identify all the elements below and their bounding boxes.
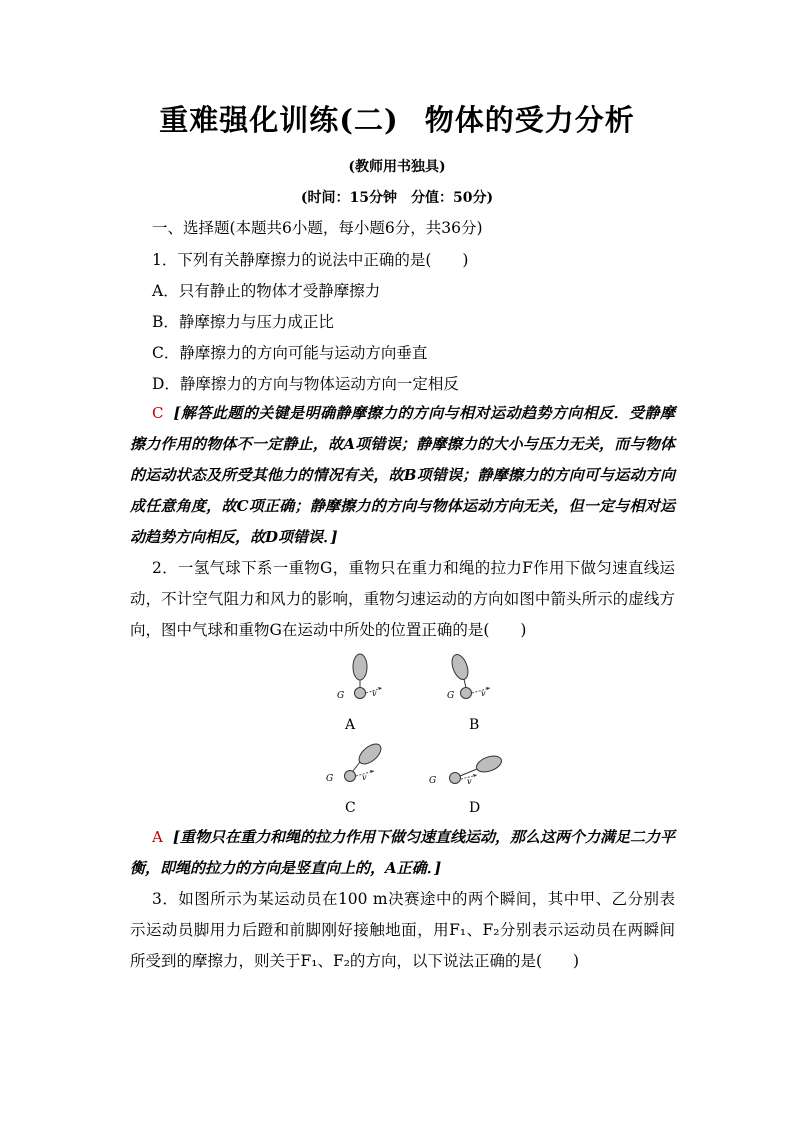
- q1-stem: 1．下列有关静摩擦力的说法中正确的是( ): [152, 251, 469, 269]
- weight-c: [345, 771, 356, 782]
- title-part1: 重难强化训练(二): [159, 103, 399, 137]
- q1-answer-text: [解答此题的关键是明确静摩擦力的方向与相对运动趋势方向相反．受静摩擦力作用的物体不一定静止，故A项错误；静摩擦力的大小与压力无关，而与物体的运动状态及所受其他力的情况有关，故B项错误；静摩擦力的方向可与运动方向成任意角度，故C项正确；静摩擦力的方向与物体运动方向无关，但一定与相对运动趋势方向相反，故D项错误．]: [130, 404, 675, 546]
- arrow-head-a: [378, 687, 382, 690]
- label-g-c: G: [326, 774, 334, 784]
- weight-a: [355, 688, 366, 699]
- section-heading: 一、选择题(本题共6小题，每小题6分，共36分): [152, 219, 483, 237]
- figure-a: [330, 650, 390, 708]
- figure-c: [320, 740, 392, 790]
- rope-b: [464, 679, 466, 688]
- q1-option-a: A．只有静止的物体才受静摩擦力: [152, 282, 381, 300]
- q1-option-c: C．静摩擦力的方向可能与运动方向垂直: [152, 344, 428, 362]
- rope-c: [353, 762, 360, 771]
- label-v-a: v: [372, 689, 377, 698]
- label-g-b: G: [447, 691, 455, 701]
- time-score: (时间：15分钟 分值：50分): [300, 190, 494, 206]
- q2-answer: [130, 822, 675, 884]
- label-v-b: v: [481, 689, 486, 698]
- balloon-a: [353, 654, 367, 680]
- weight-b: [461, 688, 472, 699]
- figure-d: [425, 750, 505, 790]
- q2-stem: [130, 553, 675, 646]
- q1-answer: [130, 398, 675, 553]
- page-title: [0, 98, 794, 139]
- q3-stem: [130, 884, 675, 977]
- label-v-d: v: [467, 777, 472, 786]
- q1-answer-key: C: [152, 404, 164, 422]
- label-g-d: G: [429, 776, 437, 786]
- teacher-note: (教师用书独具): [348, 159, 446, 175]
- q3-stem-text: 3．如图所示为某运动员在100 m决赛途中的两个瞬间，其中甲、乙分别表示运动员脚用力后蹬和前脚刚好接触地面，用F₁、F₂分别表示运动员在两瞬间所受到的摩擦力，则关于F₁、F₂的方向，以下说法正确的是( ): [130, 890, 675, 970]
- figure-d-label: D: [469, 800, 481, 816]
- title-part2: 物体的受力分析: [424, 103, 635, 137]
- q2-stem-text: 2．一氢气球下系一重物G，重物只在重力和绳的拉力F作用下做匀速直线运动，不计空气阻力和风力的影响，重物匀速运动的方向如图中箭头所示的虚线方向，图中气球和重物G在运动中所处的位置正确的是( ): [130, 559, 675, 639]
- weight-d: [450, 773, 461, 784]
- q1-option-d: D．静摩擦力的方向与物体运动方向一定相反: [152, 375, 459, 393]
- figure-a-label: A: [345, 717, 356, 733]
- q2-answer-text: [重物只在重力和绳的拉力作用下做匀速直线运动，那么这两个力满足二力平衡，即绳的拉力的方向是竖直向上的，A正确．]: [130, 828, 675, 877]
- figure-c-label: C: [345, 800, 356, 816]
- q2-answer-key: A: [152, 828, 163, 846]
- figure-b-label: B: [469, 717, 480, 733]
- q1-option-b: B．静摩擦力与压力成正比: [152, 313, 334, 331]
- label-v-c: v: [362, 773, 367, 782]
- balloon-c: [356, 740, 385, 767]
- label-g-a: G: [337, 691, 345, 701]
- balloon-b: [449, 652, 471, 681]
- balloon-d: [474, 753, 503, 775]
- figure-b: [445, 650, 505, 708]
